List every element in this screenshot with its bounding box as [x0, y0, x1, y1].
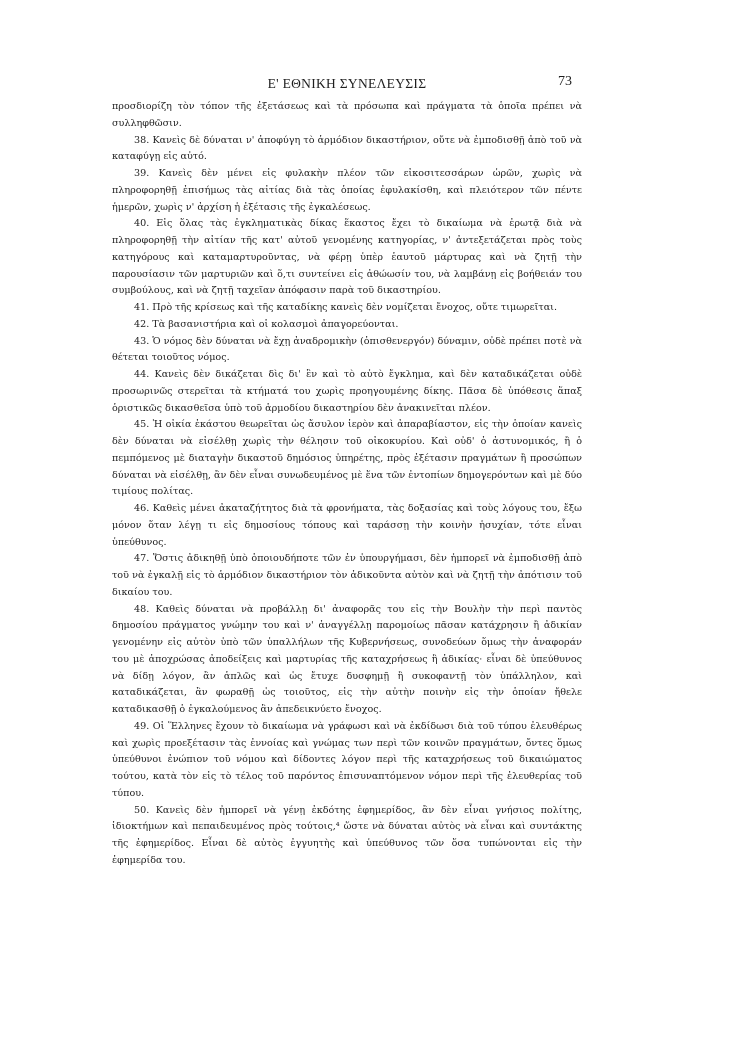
article-49: 49. Οἱ Ἕλληνες ἔχουν τὸ δικαίωμα νὰ γράφωσι καὶ νὰ ἐκδίδωσι διὰ τοῦ τύπου ἐλευθέρως καὶ χωρὶς προεξέτασιν τὰς ἐννοίας καὶ γνώμας των περὶ τῶν κοινῶν πραγμάτων, ὄντες ὅμως ὑπεύθυνοι ἐνώπιον τοῦ νόμου καὶ δίδοντες λόγον περὶ τῆς καταχρήσεως τοῦ δικαιώματος τούτου, κατὰ τὸν εἰς τὸ τέλος τοῦ παρόντος ἐπισυναπτόμενον νόμον περὶ τῆς ἐλευθερίας τοῦ τύπου. — [112, 720, 582, 799]
article-50: 50. Κανεὶς δὲν ἠμπορεῖ νὰ γένῃ ἐκδότης ἐφημερίδος, ἂν δὲν εἶναι γνήσιος πολίτης, ἰδιοκτήμων καὶ πεπαιδευμένος πρὸς τούτοις,⁴ ὥστε νὰ δύναται αὐτὸς νὰ εἶναι καὶ συντάκτης τῆς ἐφημερίδος. Εἶναι δὲ αὐτὸς ἐγγυητὴς καὶ ὑπεύθυνος τῶν ὅσα τυπώνονται εἰς τὴν ἐφημερίδα του. — [112, 804, 582, 866]
header-title: Ε' ΕΘΝΙΚΗ ΣΥΝΕΛΕΥΣΙΣ — [267, 76, 427, 91]
article-40: 40. Εἰς ὅλας τὰς ἐγκληματικὰς δίκας ἕκαστος ἔχει τὸ δικαίωμα νὰ ἐρωτᾷ διὰ νὰ πληροφορηθῇ τὴν αἰτίαν τῆς κατ' αὐτοῦ γενομένης κατηγορίας, ν' ἀντεξετάζεται πρὸς τοὺς κατηγόρους καὶ καταμαρτυροῦντας, νὰ φέρῃ ὑπὲρ ἑαυτοῦ μάρτυρας καὶ νὰ ζητῇ τὴν παρουσίασιν τῶν μαρτυριῶν καὶ ὅ,τι συντείνει εἰς ἀθώωσίν του, νὰ λαμβάνῃ εἰς βοήθειάν του συμβούλους, καὶ νὰ ζητῇ ταχεῖαν ἀπόφασιν παρὰ τοῦ δικαστηρίου. — [112, 218, 582, 297]
article-45: 45. Ἡ οἰκία ἑκάστου θεωρεῖται ὡς ἄσυλον ἱερὸν καὶ ἀπαραβίαστον, εἰς τὴν ὁποίαν κανεὶς δὲν δύναται νὰ εἰσέλθῃ χωρὶς τὴν θέλησιν τοῦ οἰκοκυρίου. Καὶ οὐδ' ὁ ἀστυνομικός, ἢ ὁ πεμπόμενος μὲ διαταγὴν δικαστοῦ δημόσιος ὑπηρέτης, πρὸς ἐξέτασιν πραγμάτων ἢ προσώπων δύναται νὰ εἰσέλθῃ, ἂν δὲν εἶναι συνωδευμένος μὲ ἕνα τῶν ἐντοπίων δημογερόντων καὶ μὲ δύο τιμίους πολίτας. — [112, 419, 582, 498]
article-43: 43. Ὁ νόμος δὲν δύναται νὰ ἔχῃ ἀναδρομικὴν (ὀπισθενεργόν) δύναμιν, οὐδὲ πρέπει ποτὲ νὰ θέτεται τοιοῦτος νόμος. — [112, 335, 582, 364]
article-42: 42. Τὰ βασανιστήρια καὶ οἱ κολασμοὶ ἀπαγορεύονται. — [134, 318, 399, 330]
article-44: 44. Κανεὶς δὲν δικάζεται δὶς δι' ἓν καὶ τὸ αὐτὸ ἔγκλημα, καὶ δὲν καταδικάζεται οὐδὲ προσωρινῶς στερεῖται τὰ κτήματά του χωρὶς προηγουμένης δίκης. Πᾶσα δὲ ὑπόθεσις ἅπαξ ὁριστικῶς δικασθεῖσα ὑπὸ τοῦ ἁρμοδίου δικαστηρίου δὲν ἀνακινεῖται πλέον. — [112, 369, 582, 414]
article-48: 48. Καθεὶς δύναται νὰ προβάλλῃ δι' ἀναφορᾶς του εἰς τὴν Βουλὴν τὴν περὶ παντὸς δημοσίου πράγματος γνώμην του καὶ ν' ἀναγγέλλῃ παρομοίως πᾶσαν κατάχρησιν ἢ ἀδικίαν γενομένην εἰς αὐτὸν ὑπὸ τῶν ὑπαλλήλων τῆς Κυβερνήσεως, συνοδεύων ὅμως τὴν ἀναφοράν του μὲ ἀποχρώσας ἀποδείξεις καὶ μαρτυρίας τῆς καταχρήσεως ἢ ἀδικίας· εἶναι δὲ ὑπεύθυνος νὰ δίδῃ λόγον, ἂν ἁπλῶς καὶ ὡς ἔτυχε δυσφημῇ ἢ συκοφαντῇ τὸν ὑπάλληλον, καὶ καταδικάζεται, ἂν φωραθῇ ὡς τοιοῦτος, εἰς τὴν αὐτὴν ποινὴν εἰς τὴν ὁποίαν ἤθελε καταδικασθῇ ὁ ἐγκαλούμενος ἂν ἀπεδεικνύετο ἔνοχος. — [112, 603, 582, 715]
article-47: 47. Ὅστις ἀδικηθῇ ὑπὸ ὁποιουδήποτε τῶν ἐν ὑπουργήμασι, δὲν ἠμπορεῖ νὰ ἐμποδισθῇ ἀπὸ τοῦ νὰ ἐγκαλῇ εἰς τὸ ἁρμόδιον δικαστήριον τὸν ἀδικοῦντα αὐτὸν καὶ νὰ ζητῇ τὴν ἀπότισιν τοῦ δικαίου του. — [112, 553, 582, 598]
article-37-continuation: προσδιορίζη τὸν τόπον τῆς ἐξετάσεως καὶ τὰ πρόσωπα καὶ πράγματα τὰ ὁποῖα πρέπει νὰ συλληφθῶσιν. — [112, 101, 582, 129]
article-39: 39. Κανεὶς δὲν μένει εἰς φυλακὴν πλέον τῶν εἰκοσιτεσσάρων ὡρῶν, χωρὶς νὰ πληροφορηθῇ ἐπισήμως τὰς αἰτίας διὰ τὰς ὁποίας ἐφυλακίσθη, καὶ πλειότερον τῶν πέντε ἡμερῶν, χωρὶς ν' ἀρχίση ἡ ἐξέτασις τῆς ἐγκαλέσεως. — [112, 168, 582, 213]
article-46: 46. Καθεὶς μένει ἀκαταζήτητος διὰ τὰ φρονήματα, τὰς δοξασίας καὶ τοὺς λόγους του, ἔξω μόνον ὅταν λέγῃ τι εἰς δημοσίους τόπους καὶ ταράσσῃ τὴν κοινὴν ἡσυχίαν, τότε εἶναι ὑπεύθυνος. — [112, 503, 582, 548]
page-number: 73 — [558, 74, 572, 89]
body-text — [112, 99, 582, 870]
article-38: 38. Κανεὶς δὲ δύναται ν' ἀποφύγη τὸ ἁρμόδιον δικαστήριον, οὔτε νὰ ἐμποδισθῇ ἀπὸ τοῦ νὰ καταφύγῃ εἰς αὐτό. — [112, 134, 582, 163]
running-header — [112, 74, 582, 94]
article-41: 41. Πρὸ τῆς κρίσεως καὶ τῆς καταδίκης κανεὶς δὲν νομίζεται ἔνοχος, οὔτε τιμωρεῖται. — [134, 302, 557, 313]
